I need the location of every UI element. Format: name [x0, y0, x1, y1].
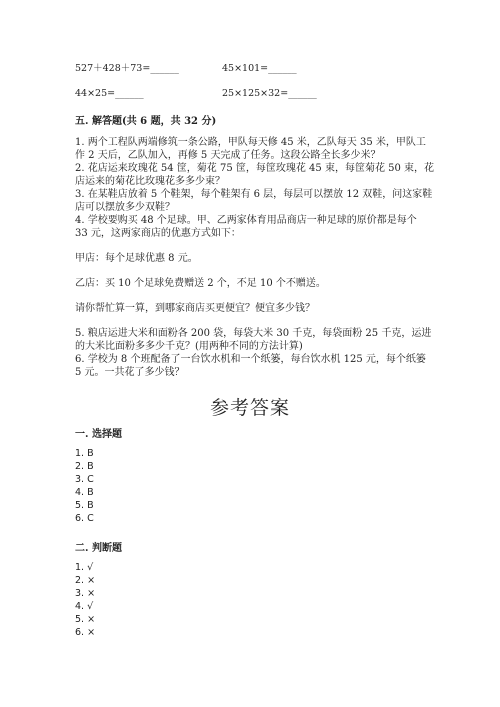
judge-answer: 6. × — [75, 627, 96, 638]
problem-6-line-2: 5 元。一共花了多少钱？ — [75, 367, 185, 378]
calc-1: 527＋428＋73=______ — [75, 63, 179, 74]
problem-3-line-1: 3. 在某鞋店放着 5 个鞋架，每个鞋架有 6 层，每层可以摆放 12 双鞋，问这家鞋 — [75, 189, 433, 200]
judge-answer: 4. √ — [75, 601, 94, 612]
choice-answer: 1. B — [75, 448, 94, 459]
judge-answer: 1. √ — [75, 562, 94, 573]
problem-3-line-2: 店可以摆放多少双鞋？ — [75, 202, 175, 213]
judge-answer: 5. × — [75, 614, 96, 625]
problem-4-question: 请你帮忙算一算，到哪家商店买更便宜？便宜多少钱？ — [75, 303, 315, 314]
problem-6-line-1: 6. 学校为 8 个班配备了一台饮水机和一个纸篓，每台饮水机 125 元，每个纸篓 — [75, 354, 426, 365]
choice-answer: 2. B — [75, 461, 94, 472]
section5-heading: 五. 解答题(共 6 题，共 32 分) — [75, 116, 217, 127]
choice-answer: 6. C — [75, 513, 94, 524]
problem-2-line-1: 2. 花店运来玫瑰花 54 筐，菊花 75 筐，每筐玫瑰花 45 束，每筐菊花 50 束，花 — [75, 163, 435, 174]
judge-heading: 二. 判断题 — [75, 543, 122, 554]
calc-3: 44×25=______ — [75, 88, 144, 99]
calc-4: 25×125×32=______ — [222, 88, 317, 99]
problem-1-line-2: 作 2 天后，乙队加入，再修 5 天完成了任务。这段公路全长多少米？ — [75, 150, 381, 161]
answer-key-title: 参考答案 — [209, 397, 290, 419]
problem-4-line-2: 33 元，这两家商店的优惠方式如下： — [75, 228, 241, 239]
problem-2-line-2: 店运来的菊花比玫瑰花多多少束？ — [75, 176, 225, 187]
problem-1-line-1: 1. 两个工程队两端修筑一条公路，甲队每天修 45 米，乙队每天 35 米，甲队工 — [75, 137, 426, 148]
problem-4-shop-b: 乙店：买 10 个足球免费赠送 2 个，不足 10 个不赠送。 — [75, 278, 326, 289]
choice-answer: 5. B — [75, 500, 94, 511]
problem-4-line-1: 4. 学校要购买 48 个足球。甲、乙两家体育用品商店一种足球的原价都是每个 — [75, 215, 417, 226]
problem-5-line-1: 5. 粮店运进大米和面粉各 200 袋，每袋大米 30 千克，每袋面粉 25 千克，运进 — [75, 328, 432, 339]
choice-answer: 3. C — [75, 474, 94, 485]
choice-heading: 一. 选择题 — [75, 429, 122, 440]
judge-answer: 3. × — [75, 588, 96, 599]
problem-5-line-2: 的大米比面粉多多少千克？(用两种不同的方法计算) — [75, 341, 303, 352]
problem-4-shop-a: 甲店：每个足球优惠 8 元。 — [75, 253, 198, 264]
judge-answer: 2. × — [75, 575, 96, 586]
calc-2: 45×101=______ — [222, 63, 297, 74]
choice-answer: 4. B — [75, 487, 94, 498]
